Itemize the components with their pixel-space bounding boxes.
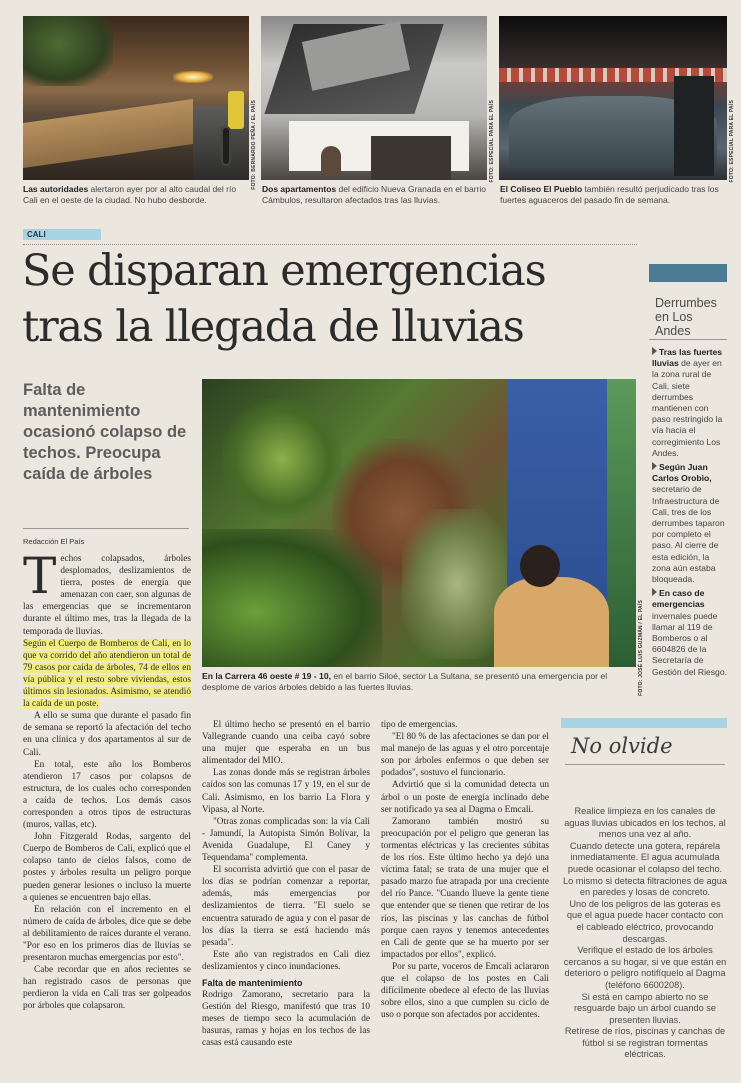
sidebar-bullet-bold: Según Juan Carlos Orobio, [652,462,712,484]
triangle-bullet-icon [652,588,657,596]
byline: Redacción El País [23,537,85,546]
tip-item: Retírese de ríos, piscinas y canchas de fútbol si se registran tormentas eléctricas. [564,1026,726,1060]
photo-credit-1: FOTO: BERNARDO PEÑA / EL PAÍS [251,100,257,190]
article-paragraph: Las zonas donde más se registran árboles caídos son las comunas 17 y 19, en el sur de Cali. Asimismo, en los barrio La Flora y Vipasa, al Norte. [202,768,370,815]
article-paragraph: Rodrigo Zamorano, secretario para la Gestión del Riesgo, manifestó que tras 10 meses de tiempo seco la acumulación de basuras, ramas y hojas en los techos de las casas está causando este [202,990,370,1049]
main-photo-landslide [202,379,636,667]
tip-item: Verifique el estado de los árboles cercanos a su hogar, si ve que están en deterioro o peligro notifíquelo al Dagma (teléfono 6600208). [563,945,727,990]
caption-main [202,671,638,694]
article-paragraph: echos colapsados, árboles desplomados, deslizamientos de tierra, postes de energía que amenazan con caer, son algunas de las emergencias que se incrementaron durante el último mes, tras la llegada de la temporada de lluvias. [23,554,191,637]
sidebar-body [652,347,729,678]
article-column-2 [202,719,370,1050]
caption-river [23,184,251,206]
photo-credit-2: FOTO: ESPECIAL PARA EL PAÍS [489,100,495,183]
caption-text: alertaron ayer por al alto caudal del río Cali en el oeste de la ciudad. No hubo desborde. [23,184,237,206]
article-paragraph: Este año van registrados en Cali diez deslizamientos y cinco inundaciones. [202,949,370,972]
article-paragraph: "Otras zonas complicadas son: la vía Cali - Jamundí, la Autopista Simón Bolívar, la Avenida Guadalupe, El Caney y Tequendama" complementa. [202,816,370,864]
highlighted-paragraph [23,638,191,711]
sidebar-title: Derrumbes en Los Andes [655,296,717,338]
no-olvide-tips [563,806,727,1061]
triangle-bullet-icon [652,462,657,470]
highlight: Según el Cuerpo de Bomberos de Cali, en lo que va corrido del año atendieron un total de 79 casos por caída de árboles, 74 de ellos en vía pública y el resto sobre viviendas, estos últimos sin lesionados. Asimismo, se atendió la caída de un poste. [23,638,191,710]
photo-credit-main: FOTO: JOSÉ LUIS GUZMÁN / EL PAÍS [638,600,644,696]
section-rule [23,244,637,245]
sidebar-bullet [652,347,729,459]
article-paragraph: En relación con el incremento en el número de caída de árboles, dice que se debe al debilitamiento de raíces durante el verano. "Por eso en los primeros días de lluvias se presentaron muchas emergencias por esto". [23,904,191,964]
sidebar-bullet-bold: En caso de emergencias [652,588,705,610]
section-label: CALI [27,230,46,239]
article-column-1 [23,547,191,1013]
ceiling-photo [261,16,487,180]
caption-bold: Dos apartamentos [262,184,337,194]
subheading-falta: Falta de mantenimiento [202,977,303,988]
article-paragraph: Por su parte, voceros de Emcali aclararon que el colapso de los postes en Cali difícilmente obedece al efecto de las lluvias sobre ellos, sino a que cumplen su ciclo de uso o porque son afectados por accidentes. [381,961,549,1021]
article-paragraph: Cabe recordar que en años recientes se han registrado casos de personas que perdieron la vida en Cali tras ser golpeados por árboles que colapsaron. [23,965,191,1012]
triangle-bullet-icon [652,347,657,355]
article-paragraph: El último hecho se presentó en el barrio Vallegrande cuando una ceiba cayó sobre una mujer que esperaba en un bus alimentador del MIO. [202,720,370,767]
tip-item: Cuando detecte una gotera, repárela inmediatamente. El agua acumulada puede ocasionar el colapso del techo. Lo mismo si detecta filtraciones de agua en paredes y losas de concreto. [563,840,727,898]
river-photo [23,16,249,180]
tip-item: Si está en campo abierto no se resguarde bajo un árbol cuando se presenten lluvias. [574,991,716,1025]
article-paragraph: El socorrista advirtió que con el pasar de los días se podrían comenzar a reportar, además, más emergencias por deslizamientos de tierra. "El suelo se encuentra saturado de agua y con el pasar de los días la tierra se está haciendo más pesada". [202,865,370,948]
article-column-3 [381,719,549,1021]
article-paragraph: "El 80 % de las afectaciones se dan por el mal manejo de las aguas y el otro porcentaje son por árboles enfermos o que deben ser podados", sostuvo el funcionario. [381,732,549,779]
article-paragraph: En total, este año los Bomberos atendieron 17 casos por colapsos de estructura, de los cuales ocho corresponden a caída de techos. Los demás casos corresponden a otros tipos de estructuras (muros, vallas, etc). [23,759,191,831]
caption-bold: El Coliseo El Pueblo [500,184,583,194]
sidebar-rule-top [649,264,727,282]
article-paragraph: Zamorano también mostró su preocupación por el peligro que generan las tormentas eléctricas y las crecientes súbitas de los ríos. Este último hecho ya dejó una víctima fatal; se trata de una mujer que el pasado marzo fue atrapada por una creciente del río Pance. "Cuando llueve la gente tiene que entender que se tienen que retirar de los ríos, las piscinas y las canchas de fútbol porque caen rayos y tenemos antecedentes en Cali de gente que se ha muerto por ser impactados por ellos", explicó. [381,816,549,960]
caption-bold: En la Carrera 46 oeste # 19 - 10, [202,671,331,681]
sidebar-bullet-text: de ayer en la zona rural de Cali, siete derrumbes mantienen con paso restringido la vía hacia el corregimiento Los Andes. [652,358,723,458]
subhead-rule [23,528,189,529]
sidebar-bullet [652,588,729,678]
no-olvide-rule [565,764,725,765]
photo-credit-3: FOTO: ESPECIAL PARA EL PAÍS [729,100,735,183]
no-olvide-bar [561,718,727,728]
subhead: Falta de mantenimiento ocasionó colapso de techos. Preocupa caída de árboles [23,381,187,483]
drop-cap: T [23,547,57,605]
tip-item: Uno de los peligros de las goteras es que el agua puede hacer contacto con el cableado eléctrico, provocando descargas. [566,898,724,944]
caption-text: en el barrio Siloé, sector La Sultana, se presentó una emergencia por el desplome de varios árboles debido a las fuertes lluvias. [202,671,608,693]
article-paragraph: A ello se suma que durante el pasado fin de semana se reportó la afectación del techo en una clínica y dos apartamentos al sur de Cali. [23,711,191,758]
article-paragraph: tipo de emergencias. [381,720,458,730]
tip-item: Realice limpieza en los canales de aguas lluvias ubicados en los techos, al menos una vez al año. [564,806,726,840]
headline-line-1: Se disparan emergencias [22,246,546,296]
sidebar-divider [649,339,727,340]
no-olvide-title: No olvide [571,734,673,758]
coliseum-photo [499,16,727,180]
sidebar-bullet [652,462,729,585]
headline-line-2: tras la llegada de lluvias [22,302,524,352]
caption-text: también resultó perjudicado tras los fuertes aguaceros del pasado fin de semana. [500,184,719,206]
caption-bold: Las autoridades [23,184,89,194]
article-paragraph: Advirtió que si la comunidad detecta un árbol o un poste de energía inclinado debe ser notificado ya sea al Dagma o Emcali. [381,780,549,815]
sidebar-bullet-text: secretario de Infraestructura de Cali, tres de los derrumbes taparon por completo el paso. Al cierre de esta edición, la zona aún estaba bloqueada. [652,484,725,585]
sidebar-bullet-bold: Tras las fuertes lluvias [652,347,723,369]
caption-coliseum [500,184,728,206]
sidebar-bullet-text: invernales puede llamar al 119 de Bomberos o al 6604826 de la Secretaría de Gestión del Riesgo. [652,610,727,677]
article-paragraph: John Fitzgerald Rodas, sargento del Cuerpo de Bomberos de Cali, explicó que el colapso tanto de cielos falsos, como de postes y árboles resulta un peligro porque pueden generar lesiones o incluso la muerte a quienes se encuentren bajo ellas. [23,832,191,903]
caption-ceiling [262,184,490,206]
caption-text: del edificio Nueva Granada en el barrio Cámbulos, resultaron afectados tras las lluvias. [262,184,486,206]
